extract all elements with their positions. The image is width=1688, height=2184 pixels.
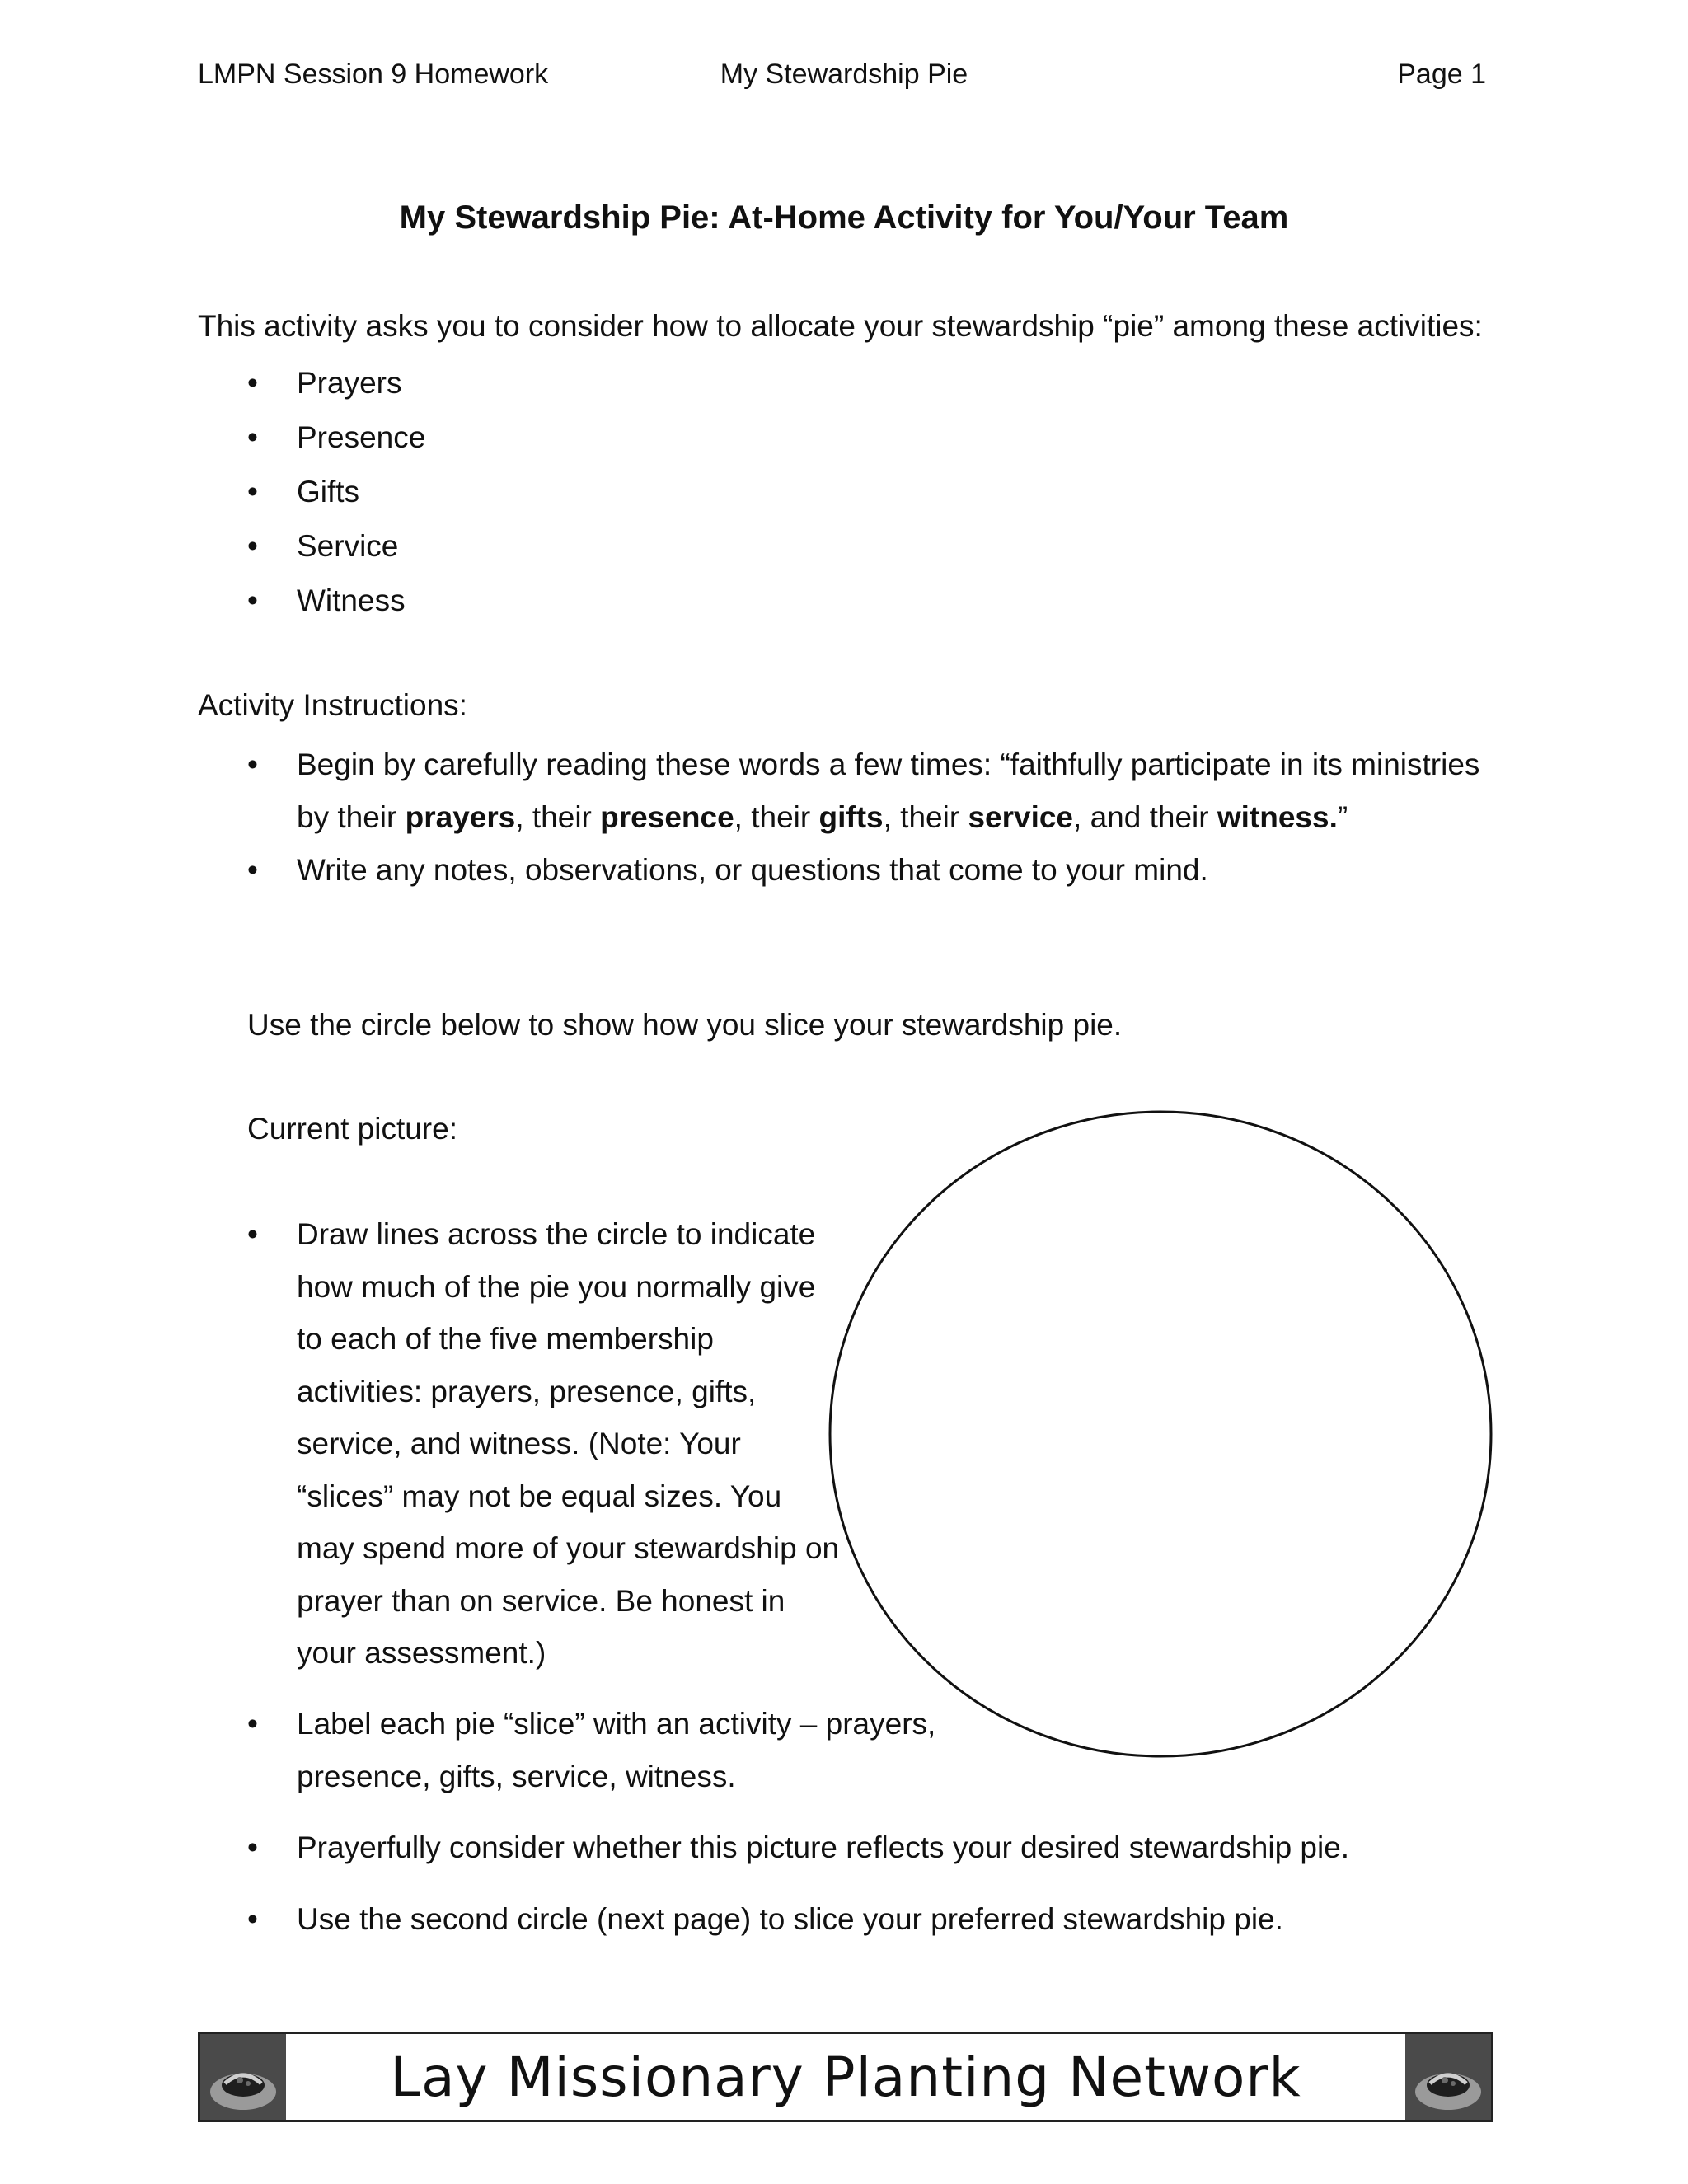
hands-with-soil-icon <box>1405 2034 1491 2120</box>
footer-banner-text: Lay Missionary Planting Network <box>390 2045 1301 2109</box>
list-item <box>198 465 425 519</box>
page-title: My Stewardship Pie: At-Home Activity for You/Your Team <box>399 199 1289 236</box>
bullet-icon: • <box>247 1217 258 1251</box>
bullet-icon: • <box>247 1830 258 1864</box>
stewardship-pie-circle[interactable] <box>828 1109 1493 1759</box>
circle-instruction: Use the circle below to show how you slice your stewardship pie. <box>247 1008 1123 1042</box>
step-text: Prayerfully consider whether this picture reflects your desired stewardship pie. <box>297 1830 1350 1864</box>
bullet-icon: • <box>247 1901 258 1936</box>
footer-banner <box>198 2032 1493 2122</box>
instruction-text: Write any notes, observations, or questions that come to your mind. <box>297 853 1208 887</box>
list-item <box>198 738 1492 844</box>
step-text: Use the second circle (next page) to slice your preferred stewardship pie. <box>297 1901 1283 1936</box>
bullet-icon: • <box>247 748 258 781</box>
hands-with-soil-icon <box>200 2034 286 2120</box>
bullet-icon: • <box>247 420 258 454</box>
bullet-icon: • <box>247 529 258 563</box>
list-item <box>198 356 425 410</box>
list-item <box>198 844 1492 897</box>
list-item <box>198 519 425 574</box>
bullet-icon: • <box>247 366 258 400</box>
activity-label: Presence <box>297 420 426 454</box>
list-item <box>198 1893 1517 1946</box>
list-item <box>198 410 425 465</box>
bullet-icon: • <box>247 583 258 617</box>
list-item <box>198 1208 841 1680</box>
instructions-list <box>198 738 1492 897</box>
header-session-label: LMPN Session 9 Homework <box>198 59 549 90</box>
header-page-number: Page 1 <box>1397 59 1486 90</box>
intro-paragraph: This activity asks you to consider how to allocate your stewardship “pie” among these activities: <box>198 309 1483 343</box>
step-text: Draw lines across the circle to indicate how much of the pie you normally give to each of the five membership activities: prayers, presence, gifts, service, and witness. (Note: Your “slices” may not be equal sizes. You may spend more of your stewardship on prayer than on service. Be honest in your assessment.) <box>297 1217 840 1670</box>
list-item <box>198 1821 1517 1874</box>
bullet-icon: • <box>247 475 258 509</box>
list-item <box>198 574 425 628</box>
bullet-icon: • <box>247 853 258 887</box>
instruction-text: Begin by carefully reading these words a few times: “faithfully participate in its ministries by their prayers, their presence, their gifts, their service, and their witness.” <box>297 748 1480 834</box>
activity-label: Gifts <box>297 475 360 509</box>
steps-list <box>198 1208 841 1680</box>
activity-list <box>198 356 425 628</box>
activity-label: Service <box>297 529 399 563</box>
activity-label: Witness <box>297 583 406 617</box>
header-document-title: My Stewardship Pie <box>720 59 968 90</box>
bullet-icon: • <box>247 1707 258 1741</box>
instructions-heading: Activity Instructions: <box>198 688 467 722</box>
current-picture-label: Current picture: <box>247 1112 457 1146</box>
step-text: Label each pie “slice” with an activity – prayers, presence, gifts, service, witness. <box>297 1707 936 1793</box>
activity-label: Prayers <box>297 366 402 400</box>
